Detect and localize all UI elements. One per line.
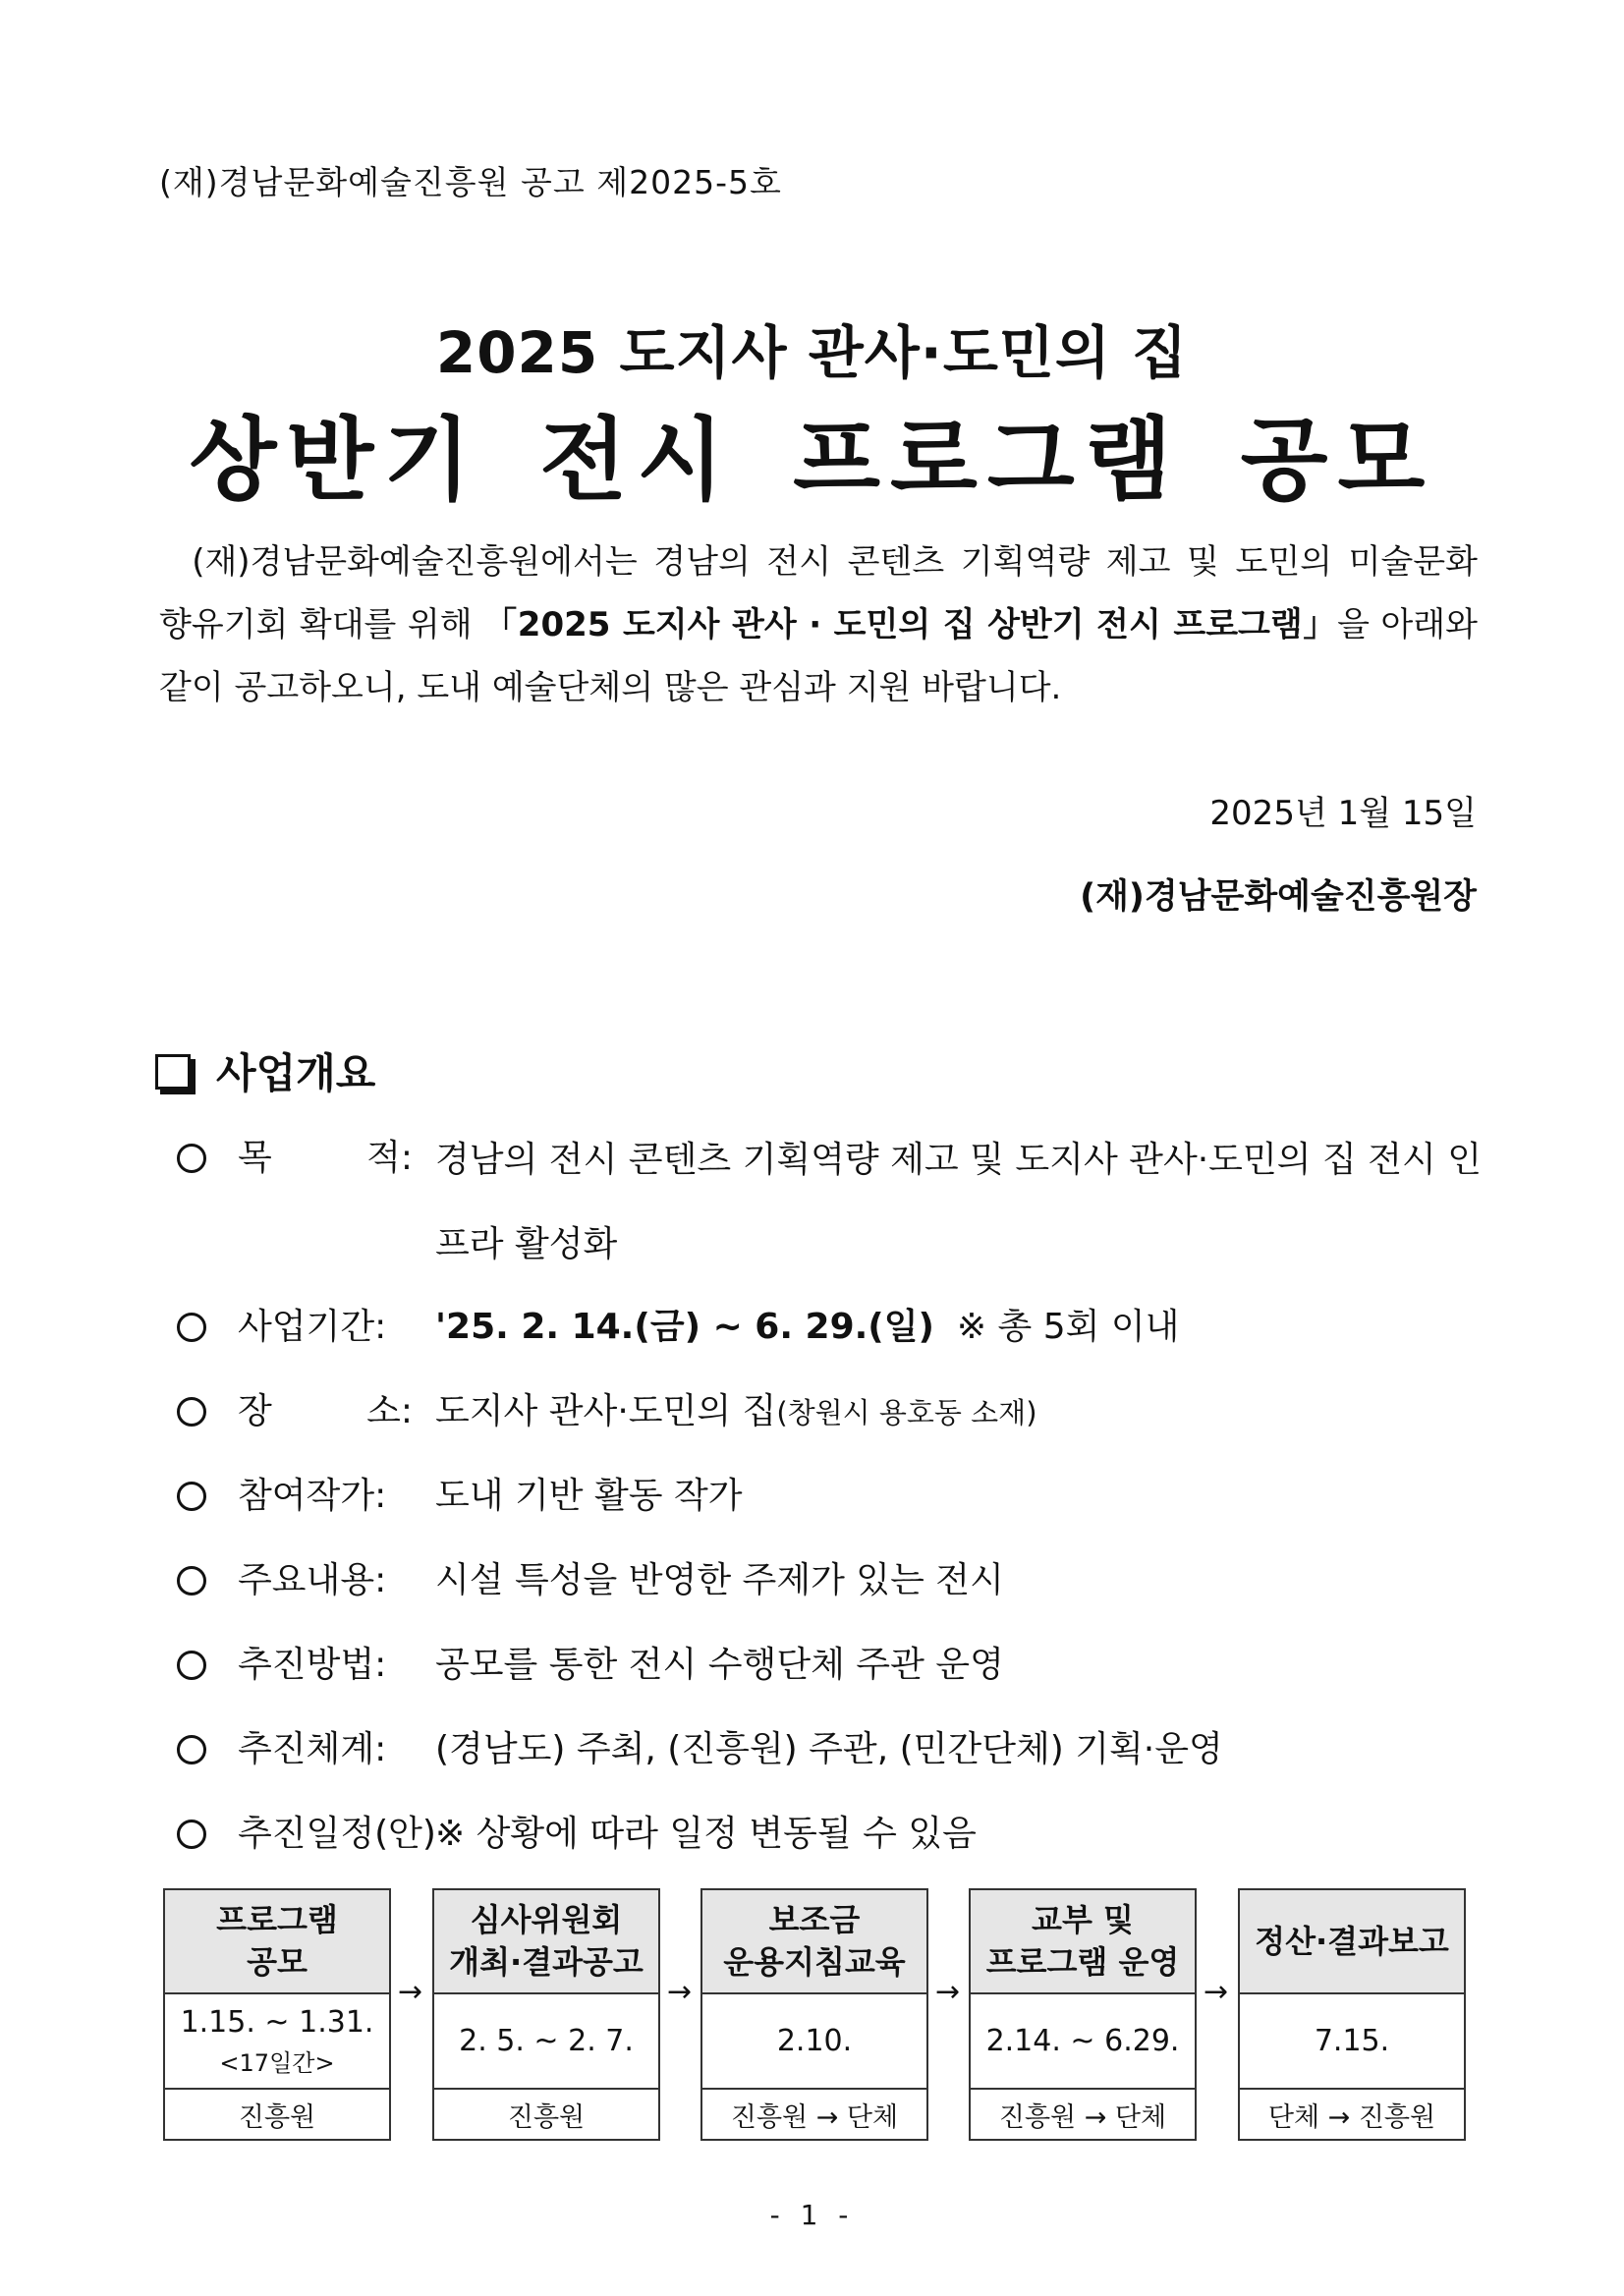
item-value-note: ※ 총 5회 이내 [956,1307,1180,1347]
list-item-content [177,1552,1484,1637]
list-item-system [177,1721,1484,1806]
step-date [165,1994,389,2090]
item-label: 추진체계: [238,1729,387,1769]
step-owner: 진흥원 → 단체 [998,2101,1167,2133]
step-title [971,1890,1195,1994]
step-date [434,1994,658,2090]
item-label: 참여작가: [238,1476,387,1516]
circle-bullet-icon [177,1820,206,1849]
item-label-part: 장 [238,1391,272,1431]
item-label: 추진일정(안) [238,1814,436,1854]
list-item-method [177,1637,1484,1721]
item-value: (경남도) 주최, (진흥원) 주관, (민간단체) 기획·운영 [435,1729,1223,1769]
circle-bullet-icon [177,1566,206,1596]
flow-arrow-icon: → [398,1975,423,2009]
step-title-line: 공모 [247,1943,308,1981]
item-label: 추진방법: [238,1645,387,1685]
notice-number: (재)경남문화예술진흥원 공고 제2025-5호 [159,163,782,201]
item-value-main: '25. 2. 14.(금) ~ 6. 29.(일) [435,1307,934,1347]
step-title [165,1890,389,1994]
notice-date: 2025년 1월 15일 [1209,794,1477,833]
item-value-main: 도지사 관사·도민의 집 [435,1391,777,1431]
list-item-artists [177,1468,1484,1552]
step-owner: 단체 → 진흥원 [1267,2101,1436,2133]
schedule-step [163,1888,391,2141]
circle-bullet-icon [177,1735,206,1764]
section-heading [155,1041,375,1100]
step-owner: 진흥원 [238,2101,316,2133]
step-duration: <17일간> [219,2048,335,2077]
circle-bullet-icon [177,1482,206,1511]
circle-bullet-icon [177,1313,206,1342]
item-label-part: 목 [238,1138,272,1178]
intro-paragraph [159,531,1478,719]
step-title-line: 교부 및 [1032,1901,1134,1938]
step-title-line: 프로그램 [216,1901,338,1938]
list-item-period [177,1299,1484,1383]
flow-arrow-icon: → [1204,1975,1229,2009]
overview-list [177,1130,1484,1890]
schedule-step [1238,1888,1466,2141]
circle-bullet-icon [177,1651,206,1680]
list-item-purpose [177,1130,1484,1299]
step-title [1240,1890,1464,1994]
intro-program-name: 「2025 도지사 관사 · 도민의 집 상반기 전시 프로그램」 [483,605,1338,644]
step-title-line: 심사위원회 [470,1901,623,1938]
step-date-text: 1.15. ~ 1.31. [180,2004,374,2040]
circle-bullet-icon [177,1397,206,1427]
item-label-part: 적: [366,1138,413,1178]
item-value: 도내 기반 활동 작가 [435,1476,743,1516]
title-line-1: 2025 도지사 관사·도민의 집 [435,319,1189,386]
item-value: 경남의 전시 콘텐츠 기획역량 제고 및 도지사 관사·도민의 집 전시 인프라 활성화 [435,1140,1482,1264]
section-title: 사업개요 [216,1049,376,1097]
intro-text-1: (재)경남문화예술진흥원에서는 경남의 전시 콘텐츠 기획역량 제고 및 도민의 미술문화 향유기회 확대를 위해 [159,542,1478,644]
step-title-line: 프로그램 운영 [985,1943,1180,1981]
item-value [435,1299,1179,1349]
step-title [434,1890,658,1994]
square-bullet-icon [155,1054,191,1090]
item-value: 시설 특성을 반영한 주제가 있는 전시 [435,1560,1004,1600]
step-title-line: 운용지침교육 [723,1943,906,1981]
schedule-step [969,1888,1197,2141]
intro-text-2: 을 아래와 같이 공고하오니, 도내 예술단체의 많은 관심과 지원 바랍니다. [159,605,1478,707]
step-owner: 진흥원 [507,2101,586,2133]
page-number: - 1 - [769,2199,855,2231]
circle-bullet-icon [177,1144,206,1173]
step-title-line: 보조금 [768,1901,861,1938]
list-item-place [177,1383,1484,1468]
item-value: 공모를 통한 전시 수행단체 주관 운영 [435,1645,1004,1685]
step-date-text: 2.14. ~ 6.29. [985,2024,1180,2058]
list-item-schedule [177,1806,1484,1890]
item-value [435,1383,1037,1433]
step-date [1240,1994,1464,2090]
item-label [238,1383,413,1433]
step-date [702,1994,926,2090]
step-owner: 진흥원 → 단체 [730,2101,899,2133]
item-value-note: (창원시 용호동 소재) [776,1396,1037,1429]
item-label: 사업기간: [238,1307,387,1347]
step-title-line: 개최·결과공고 [449,1943,644,1981]
step-date-text: 7.15. [1314,2024,1390,2058]
title-line-2: 상반기 전시 프로그램 공모 [189,408,1435,513]
step-title [702,1890,926,1994]
schedule-step [432,1888,660,2141]
item-label-part: 소: [366,1391,413,1431]
step-date [971,1994,1195,2090]
item-label [238,1130,413,1180]
flow-arrow-icon: → [935,1975,961,2009]
flow-arrow-icon: → [667,1975,693,2009]
item-label: 주요내용: [238,1560,387,1600]
step-date-text: 2.10. [776,2024,853,2058]
step-date-text: 2. 5. ~ 2. 7. [459,2024,634,2058]
step-title-line: 정산·결과보고 [1255,1922,1449,1960]
issuer-name: (재)경남문화예술진흥원장 [1080,877,1477,917]
item-value: ※ 상황에 따라 일정 변동될 수 있음 [435,1814,977,1854]
schedule-step [700,1888,928,2141]
